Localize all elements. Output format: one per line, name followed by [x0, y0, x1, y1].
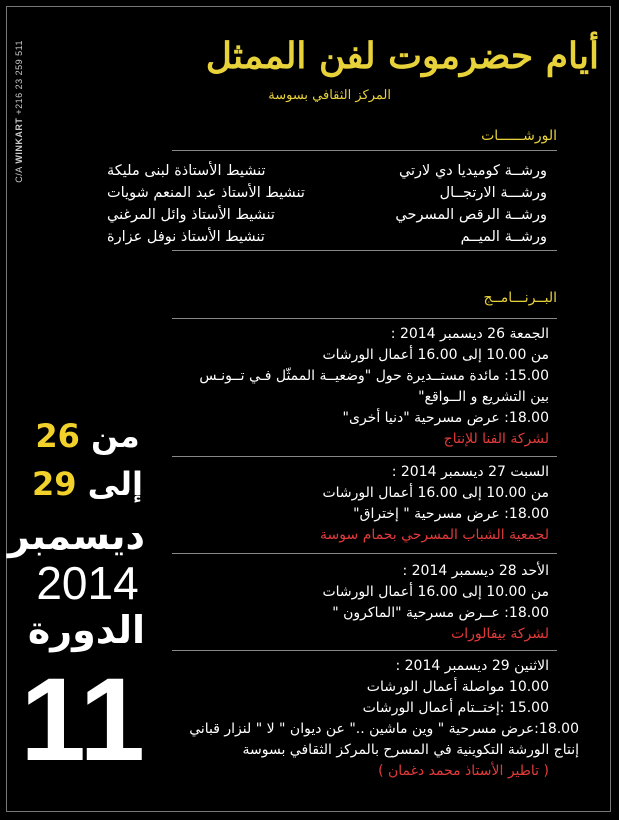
- company-credit: لشركة بيفالورات: [451, 626, 549, 642]
- divider: [172, 456, 557, 457]
- festival-title: أيام حضرموت لفن الممثل: [205, 35, 599, 77]
- day-date: الجمعة 26 ديسمبر 2014 :: [390, 326, 549, 342]
- date-from: من 26: [35, 417, 140, 455]
- day-line: 18.00: عــرض مسرحية "الماكرون ": [332, 605, 549, 621]
- day-line: 10.00 مواصلة أعمال الورشات: [366, 679, 549, 695]
- workshop-name: ورشــة الميــم: [460, 229, 547, 245]
- day-line: من 10.00 إلى 16.00 أعمال الورشات: [322, 485, 549, 501]
- date-year: 2014: [36, 557, 139, 609]
- list-item: [107, 160, 547, 182]
- list-item: [107, 182, 547, 204]
- workshop-name: ورشــة كوميديا دي لارتي: [398, 163, 547, 179]
- divider: [172, 553, 557, 554]
- workshop-name: ورشـــة الارتجــال: [439, 185, 547, 201]
- day-line: 18.00: عرض مسرحية "دنيا أخرى": [342, 410, 549, 426]
- day-line: 18.00:عرض مسرحية " وين ماشين .." عن ديوان " لا " لنزار قباني: [189, 721, 579, 737]
- company-credit: لشركة الفنا للإنتاج: [443, 431, 549, 447]
- workshop-leader: تنشيط الأستاذ وائل المرغني: [107, 207, 275, 223]
- divider: [172, 650, 557, 651]
- date-to: إلى 29: [31, 465, 144, 503]
- day-date: الأحد 28 ديسمبر 2014 :: [402, 563, 549, 579]
- workshop-leader: تنشيط الأستاذة لبنى مليكة: [107, 163, 266, 179]
- designer-credit: C/A WINKART +216 23 259 511: [14, 40, 24, 183]
- day-date: الاثنين 29 ديسمبر 2014 :: [395, 658, 549, 674]
- program-day-28: [109, 561, 549, 645]
- workshops-heading: الورشــــــات: [481, 128, 557, 144]
- program-day-27: [109, 462, 549, 546]
- divider: [172, 250, 557, 251]
- divider: [172, 318, 557, 319]
- program-day-29: [109, 656, 579, 782]
- workshop-name: ورشــة الرقص المسرحي: [395, 207, 547, 223]
- day-line: 18.00: عرض مسرحية " إختراق": [353, 506, 549, 522]
- day-line: بين التشريع و الــواقع": [418, 389, 549, 405]
- company-credit: ( تاطير الأستاذ محمد دغمان ): [378, 763, 549, 779]
- list-item: [107, 226, 547, 248]
- edition-number: 11: [20, 654, 145, 786]
- day-line: من 10.00 إلى 16.00 أعمال الورشات: [322, 347, 549, 363]
- company-credit: لجمعية الشباب المسرحي بحمام سوسة: [320, 527, 549, 543]
- workshop-leader: تنشيط الأستاذ نوفل عزارة: [107, 229, 265, 245]
- date-range: [30, 412, 145, 508]
- workshops-list: [107, 160, 547, 248]
- day-date: السبت 27 ديسمبر 2014 :: [391, 464, 549, 480]
- divider: [172, 150, 557, 151]
- workshop-leader: تنشيط الأستاذ عبد المنعم شويات: [107, 185, 305, 201]
- list-item: [107, 204, 547, 226]
- day-line: 15.00 :إختــتام أعمال الورشات: [362, 700, 549, 716]
- edition-label: الدورة: [27, 608, 145, 652]
- day-line: من 10.00 إلى 16.00 أعمال الورشات: [322, 584, 549, 600]
- program-heading: البــرنـــامــج: [483, 290, 557, 306]
- program-day-26: [109, 324, 549, 450]
- date-month: ديسمبر: [7, 514, 145, 558]
- day-line: 15.00: مائدة مستــديرة حول "وضعيــة الممثّل فـي تــونـس: [199, 368, 549, 384]
- day-line: إنتاج الورشة التكوينية في المسرح بالمركز الثقافي بسوسة: [242, 742, 579, 758]
- venue-subtitle: المركز الثقافي بسوسة: [268, 88, 391, 103]
